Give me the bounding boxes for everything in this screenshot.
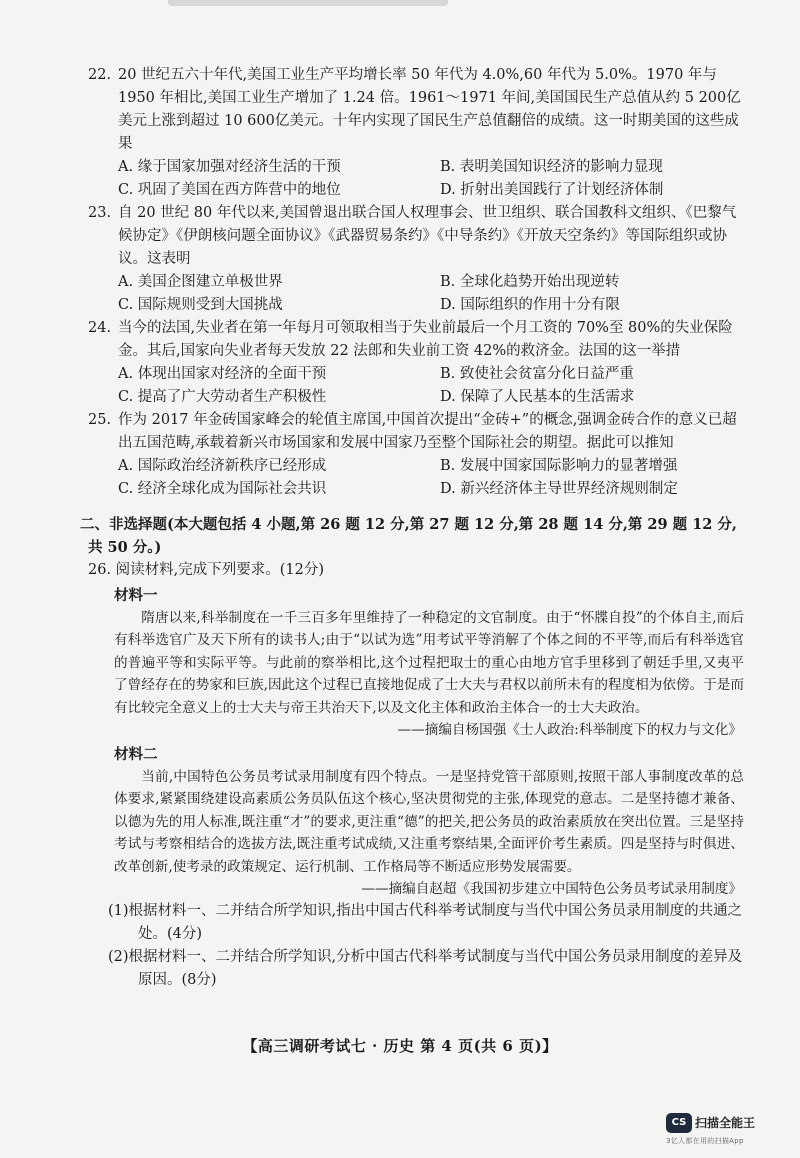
camscanner-logo-icon: CS: [666, 1113, 692, 1133]
options: [88, 156, 748, 202]
options: [88, 363, 748, 409]
page-content: [80, 64, 748, 992]
option-a: A. 体现出国家对经济的全面干预: [118, 366, 327, 382]
scan-edge-mark: [168, 0, 448, 6]
option-c: C. 国际规则受到大国挑战: [118, 297, 283, 313]
section-heading: 二、非选择题(本大题包括 4 小题,第 26 题 12 分,第 27 题 12 分,第 28 题 14 分,第 29 题 12 分,共 50 分。): [80, 516, 737, 556]
question-number: 24.: [88, 320, 112, 336]
option-b: B. 全球化趋势开始出现逆转: [440, 274, 620, 290]
material-1-text: 隋唐以来,科举制度在一千三百多年里维持了一种稳定的文官制度。由于“怀牒自投”的个体自主,而后有科举选官广及天下所有的读书人;由于“以试为选”用考试平等消解了个体之间的不平等,而后有科举选官的普遍平等和实际平等。与此前的察举相比,这个过程把取士的重心由地方官手里移到了朝廷手里,又夷平了曾经存在的势家和巨族,因此这个过程已直接地促成了士大夫与君权以前所未有的程度相为依傍。于是而有比较完全意义上的士大夫与帝王共治天下,以及文化主体和政治主体合一的士大夫政治。: [114, 610, 744, 716]
question-24: [88, 317, 748, 409]
question-stem: 当今的法国,失业者在第一年每月可领取相当于失业前最后一个月工资的 70%至 80%的失业保险金。其后,国家向失业者每天发放 22 法郎和失业前工资 42%的救济金。法国的这一举措: [118, 320, 733, 359]
option-c: C. 经济全球化成为国际社会共识: [118, 481, 327, 497]
option-d: D. 国际组织的作用十分有限: [440, 297, 620, 313]
options: [88, 271, 748, 317]
question-26: [88, 559, 748, 992]
material-2-title: 材料二: [114, 746, 158, 764]
option-a: A. 国际政治经济新秩序已经形成: [118, 458, 327, 474]
question-23: [88, 202, 748, 317]
material-1-title: 材料一: [114, 587, 158, 604]
option-c: C. 巩固了美国在西方阵营中的地位: [118, 182, 341, 198]
option-b: B. 发展中国家国际影响力的显著增强: [440, 458, 678, 474]
material-2-text: 当前,中国特色公务员考试录用制度有四个特点。一是坚持党管干部原则,按照干部人事制度改革的总体要求,紧紧围绕建设高素质公务员队伍这个核心,坚决贯彻党的主张,体现党的意志。二是坚持德才兼备、以德为先的用人标准,既注重“才”的要求,更注重“德”的把关,把公务员的政治素质放在突出位置。三是坚持考试与考察相结合的选拔方法,既注重考试成绩,又注重考察结果,全面评价考生素质。四是坚持与时俱进、改革创新,使考录的政策规定、运行机制、工作格局等不断适应形势发展需要。: [114, 769, 744, 875]
material-1-source: ——摘编自杨国强《士人政治:科举制度下的权力与文化》: [397, 722, 742, 739]
question-stem: 作为 2017 年金砖国家峰会的轮值主席国,中国首次提出“金砖+”的概念,强调金砖合作的意义已超出五国范畴,承载着新兴市场国家和发展中国家乃至整个国际社会的期望。据此可以推知: [118, 412, 737, 451]
option-b: B. 致使社会贫富分化日益严重: [440, 366, 634, 382]
options: [88, 455, 748, 501]
question-stem: 20 世纪五六十年代,美国工业生产平均增长率 50 年代为 4.0%,60 年代为 5.0%。1970 年与 1950 年相比,美国工业生产增加了 1.24 倍。1961～1971 年间,美国国民生产总值从约 5 200亿美元上涨到超过 10 600亿美元。十年内实现了国民生产总值翻倍的成绩。这一时期美国的这些成果: [118, 67, 741, 152]
option-d: D. 折射出美国践行了计划经济体制: [440, 182, 664, 198]
question-number: 23.: [88, 205, 112, 221]
scanner-watermark: [666, 1112, 786, 1152]
question-stem: 自 20 世纪 80 年代以来,美国曾退出联合国人权理事会、世卫组织、联合国教科文组织、《巴黎气候协定》《伊朗核问题全面协议》《武器贸易条约》《中导条约》《开放天空条约》等国际组织或协议。这表明: [118, 205, 737, 267]
option-a: A. 美国企图建立单极世界: [118, 274, 283, 290]
question-22: [88, 64, 748, 202]
scanner-tagline: 3亿人都在用的扫描App: [666, 1136, 744, 1145]
question-number: 22.: [88, 67, 112, 83]
page-footer: 【高三调研考试七 · 历史 第 4 页(共 6 页)】: [242, 1037, 558, 1055]
material-2-body: [88, 766, 748, 900]
option-d: D. 保障了人民基本的生活需求: [440, 389, 635, 405]
scanner-app-name: 扫描全能王: [695, 1116, 756, 1130]
question-intro: 26. 阅读材料,完成下列要求。(12分): [88, 562, 325, 578]
sub-question-1: (1)根据材料一、二并结合所学知识,指出中国古代科举考试制度与当代中国公务员录用制度的共通之处。(4分): [108, 903, 743, 943]
question-25: [88, 409, 748, 501]
option-c: C. 提高了广大劳动者生产积极性: [118, 389, 327, 405]
material-1-body: [88, 607, 748, 741]
question-number: 25.: [88, 412, 112, 428]
material-2-source: ——摘编自赵超《我国初步建立中国特色公务员考试录用制度》: [361, 881, 742, 898]
option-d: D. 新兴经济体主导世界经济规则制定: [440, 481, 678, 497]
option-b: B. 表明美国知识经济的影响力显现: [440, 159, 663, 175]
sub-question-2: (2)根据材料一、二并结合所学知识,分析中国古代科举考试制度与当代中国公务员录用制度的差异及原因。(8分): [108, 949, 743, 989]
option-a: A. 缘于国家加强对经济生活的干预: [118, 159, 341, 175]
